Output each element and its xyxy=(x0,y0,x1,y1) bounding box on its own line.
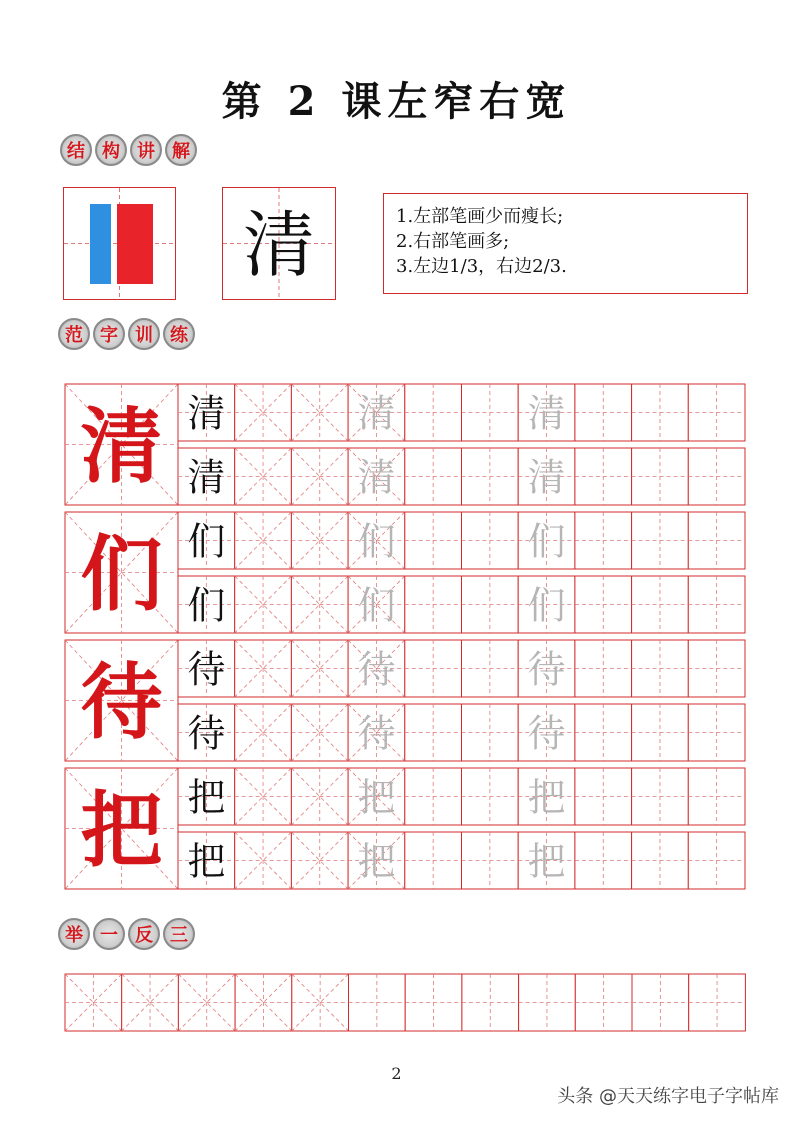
seal-char: 举 xyxy=(58,918,90,950)
sample-character: 们 xyxy=(187,583,226,628)
seal-char: 练 xyxy=(163,318,195,350)
model-character: 清 xyxy=(80,398,163,495)
sample-character: 待 xyxy=(187,711,226,756)
trace-character: 们 xyxy=(357,519,396,564)
trace-character: 清 xyxy=(357,391,396,436)
trace-character: 清 xyxy=(527,455,566,500)
trace-character: 待 xyxy=(527,711,566,756)
sample-character: 把 xyxy=(187,775,226,820)
trace-character: 把 xyxy=(357,775,396,820)
seal-char: 讲 xyxy=(130,134,162,166)
trace-character: 待 xyxy=(357,647,396,692)
seal-char: 构 xyxy=(95,134,127,166)
extend-cell[interactable] xyxy=(462,974,519,1031)
trace-character: 们 xyxy=(527,583,566,628)
trace-character: 待 xyxy=(357,711,396,756)
model-character: 把 xyxy=(80,782,163,879)
note-line: 2.右部笔画多; xyxy=(396,231,510,252)
seal-char: 反 xyxy=(128,918,160,950)
trace-character: 把 xyxy=(527,775,566,820)
sample-character: 清 xyxy=(187,455,226,500)
sample-character: 待 xyxy=(187,647,226,692)
model-character: 待 xyxy=(80,654,163,751)
extend-cell[interactable] xyxy=(689,974,746,1031)
extend-cell[interactable] xyxy=(65,974,122,1031)
extend-cell[interactable] xyxy=(235,974,292,1031)
trace-character: 清 xyxy=(527,391,566,436)
note-line: 3.左边1/3，右边2/3. xyxy=(396,256,567,277)
watermark: 头条 @天天练字电子字帖库 xyxy=(557,1086,779,1107)
extend-cell[interactable] xyxy=(122,974,179,1031)
extend-cell[interactable] xyxy=(178,974,235,1031)
seal-char: 范 xyxy=(58,318,90,350)
trace-character: 把 xyxy=(527,839,566,884)
extend-cell[interactable] xyxy=(405,974,462,1031)
sample-character: 把 xyxy=(187,839,226,884)
trace-character: 待 xyxy=(527,647,566,692)
seal-char: 三 xyxy=(163,918,195,950)
trace-character: 把 xyxy=(357,839,396,884)
trace-character: 们 xyxy=(527,519,566,564)
note-line: 1.左部笔画少而瘦长; xyxy=(396,206,564,227)
extend-cell[interactable] xyxy=(632,974,689,1031)
extend-cell[interactable] xyxy=(349,974,406,1031)
page-title: 第 2 课左窄右宽 xyxy=(221,78,572,125)
seal-char: 字 xyxy=(93,318,125,350)
page-number: 2 xyxy=(391,1064,402,1083)
seal-char: 结 xyxy=(60,134,92,166)
seal-char: 解 xyxy=(165,134,197,166)
seal-char: 训 xyxy=(128,318,160,350)
model-character: 们 xyxy=(80,526,163,623)
sample-character: 们 xyxy=(187,519,226,564)
sample-character: 清 xyxy=(187,391,226,436)
extend-cell[interactable] xyxy=(292,974,349,1031)
demo-character: 清 xyxy=(242,203,316,287)
extend-cell[interactable] xyxy=(519,974,576,1031)
trace-character: 们 xyxy=(357,583,396,628)
extend-cell[interactable] xyxy=(575,974,632,1031)
trace-character: 清 xyxy=(357,455,396,500)
seal-char: 一 xyxy=(93,918,125,950)
